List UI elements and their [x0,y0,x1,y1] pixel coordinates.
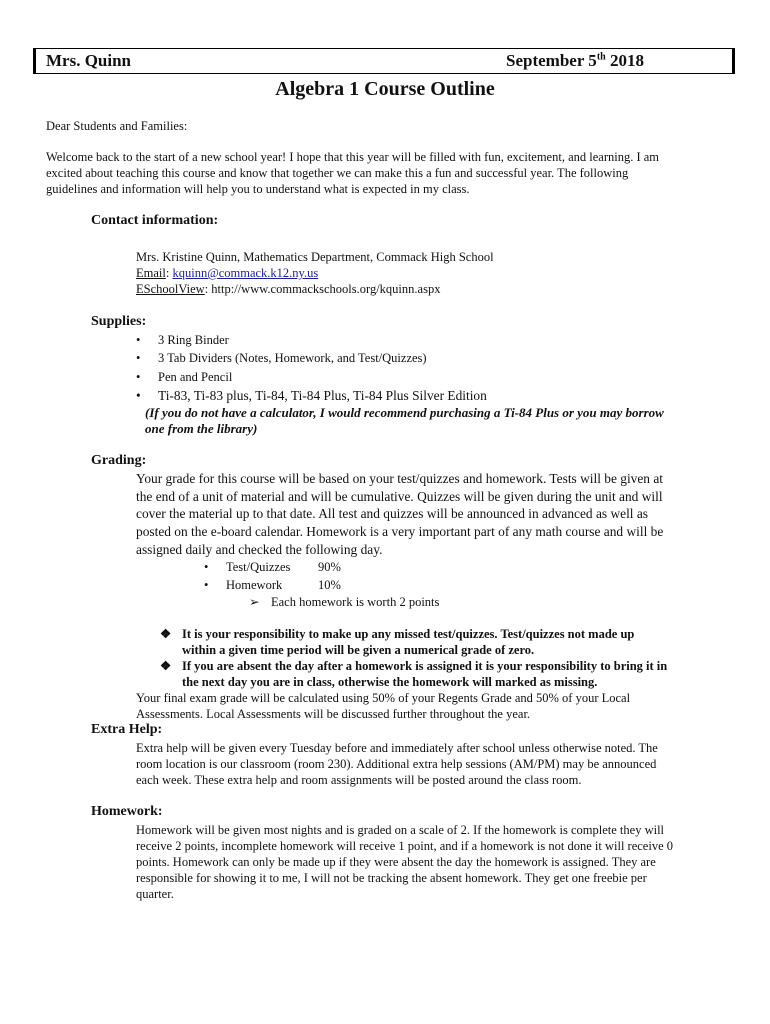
calculator-note: one from the library) [145,421,258,436]
arrowhead-icon: ➢ [249,595,260,609]
diamond-icon: ❖ [160,627,172,641]
eschool-label: ESchoolView [136,282,205,296]
diamond-icon: ❖ [160,659,172,673]
rule-item-cont: the next day you are in class, otherwise the homework will marked as missing. [182,675,598,689]
bullet-icon: • [136,333,141,347]
teacher-name: Mrs. Quinn [46,51,132,70]
contact-heading: Contact information: [91,213,219,228]
header-date [506,51,644,71]
bullet-icon: • [204,560,209,574]
email-link[interactable]: kquinn@commack.k12.ny.us [172,266,319,280]
grading-line: posted on the e-board calendar. Homework is a very important part of any math course and will be [136,524,664,539]
grading-line: cover the material up to that date. All test and quizzes will be announced in advanced as well as [136,506,649,521]
contact-name-line: Mrs. Kristine Quinn, Mathematics Department, Commack High School [136,250,494,264]
date-suffix: th [596,51,606,63]
extra-help-line: Extra help will be given every Tuesday before and immediately after school unless otherwise noted. The [136,741,658,755]
bullet-icon: • [204,578,209,592]
homework-line: Homework will be given most nights and is graded on a scale of 2. If the homework is complete they will [136,823,665,837]
header-box [33,48,735,74]
contact-email-line: Email: kquinn@commack.k12.ny.us [136,266,319,280]
bullet-icon: • [136,388,141,403]
homework-line: quarter. [136,887,174,901]
intro-line: guidelines and information will help you to understand what is expected in my class. [46,182,470,196]
grading-line: Your grade for this course will be based on your test/quizzes and homework. Tests will be given at [136,471,664,486]
supplies-heading: Supplies: [91,314,147,329]
salutation: Dear Students and Families: [46,119,188,133]
final-exam-line: Your final exam grade will be calculated using 50% of your Regents Grade and 50% of your Local [136,691,631,705]
homework-heading: Homework: [91,804,163,819]
extra-help-line: room location is our classroom (room 230). Additional extra help sessions (AM/PM) may be announced [136,757,657,771]
extra-help-line: each week. These extra help and room assignments will be posted around the class room. [136,773,582,787]
homework-line: responsible for showing it to me, I will not be tracking the absent homework. They get one freebie per [136,871,647,885]
rule-item-cont: within a given time period will be given a numerical grade of zero. [182,643,535,657]
extra-help-heading: Extra Help: [91,722,163,737]
contact-eschool-line: ESchoolView: http://www.commackschools.org/kquinn.aspx [136,282,441,296]
bullet-icon: • [136,351,141,365]
intro-line: Welcome back to the start of a new school year! I hope that this year will be filled with fun, excitement, and learning. I am [46,150,660,164]
homework-line: receive 2 points, incomplete homework will receive 1 point, and if a homework is not done it will receive 0 [136,839,673,853]
date-year: 2018 [609,51,644,70]
email-label: Email [136,266,166,280]
eschool-url: http://www.commackschools.org/kquinn.aspx [211,282,441,296]
date-day: September 5 [506,51,597,70]
grading-line: the end of a unit of material and will be cumulative. Quizzes will be given during the unit and will [136,489,663,504]
bullet-icon: • [136,370,141,384]
homework-line: points. Homework can only be made up if they were absent the day the homework is assigned. They are [136,855,656,869]
page-title: Algebra 1 Course Outline [275,78,495,100]
document-page: Mrs. Quinn September 5th 2018 Algebra 1 Course Outline Dear Students and Families: Welcome back to the start of a new school year! I hope that this year will be filled with fun, excitement, and learning. I am excited about teaching this course and know that together we can make this a fun and successful year. The following guidelines and information will help you to understand what is expected in my class. Contact information: Mrs. Kristine Quinn, Mathematics Department, Commack High School Email: kquinn@commack.k12.ny.us ESchoolView: http://www.commackschools.org/kquinn.aspx Supplies: • 3 Ring Binder • 3 Tab Dividers (Notes, Homework, and Test/Quizzes) • Pen and Pencil • Ti-83, Ti-83 plus, Ti-84, Ti-84 Plus, Ti-84 Plus Silver Edition (If you do not have a calculator, I would recommend purchasing a Ti-84 Plus or you may borrow one from the library) Grading: Your grade for this course will be based on your test/quizzes and homework. Tests will be given at the end of a unit of material and will be cumulative. Quizzes will be given during the unit and will cover the material up to that date. All test and quizzes will be announced in advanced as well as posted on the e-board calendar. Homework is a very important part of any math course and will be assigned daily and checked the following day. • Test/Quizzes 90% • Homework 10% ➢ Each homework is worth 2 points ❖ It is your responsibility to make up any missed test/quizzes. Test/quizzes not made up within a given time period will be given a numerical grade of zero. ❖ If you are absent the day after a homework is assigned it is your responsibility to bring it in the next day you are in class, otherwise the homework will marked as missing. Your final exam grade will be calculated using 50% of your Regents Grade and 50% of your Local Assessments. Local Assessments will be discussed further throughout the year. Extra Help: Extra help will be given every Tuesday before and immediately after school unless otherwise noted. The room location is our classroom (room 230). Additional extra help sessions (AM/PM) may be announced each week. These extra help and room assignments will be posted around the class room. Homework: Homework will be given most nights and is graded on a scale of 2. If the homework is complete they will receive 2 points, incomplete homework will receive 1 point, and if a homework is not done it will receive 0 points. Homework can only be made up if they were absent the day the homework is assigned. They are responsible for showing it to me, I will not be tracking the absent homework. They get one freebie per quarter. [0,0,770,1024]
grading-line: assigned daily and checked the following day. [136,542,383,557]
grading-heading: Grading: [91,453,147,468]
calculator-note: (If you do not have a calculator, I would recommend purchasing a Ti-84 Plus or you may borrow [145,405,664,420]
final-exam-line: Assessments. Local Assessments will be discussed further throughout the year. [136,707,531,721]
intro-line: excited about teaching this course and know that together we can make this a fun and successful year. The following [46,166,629,180]
